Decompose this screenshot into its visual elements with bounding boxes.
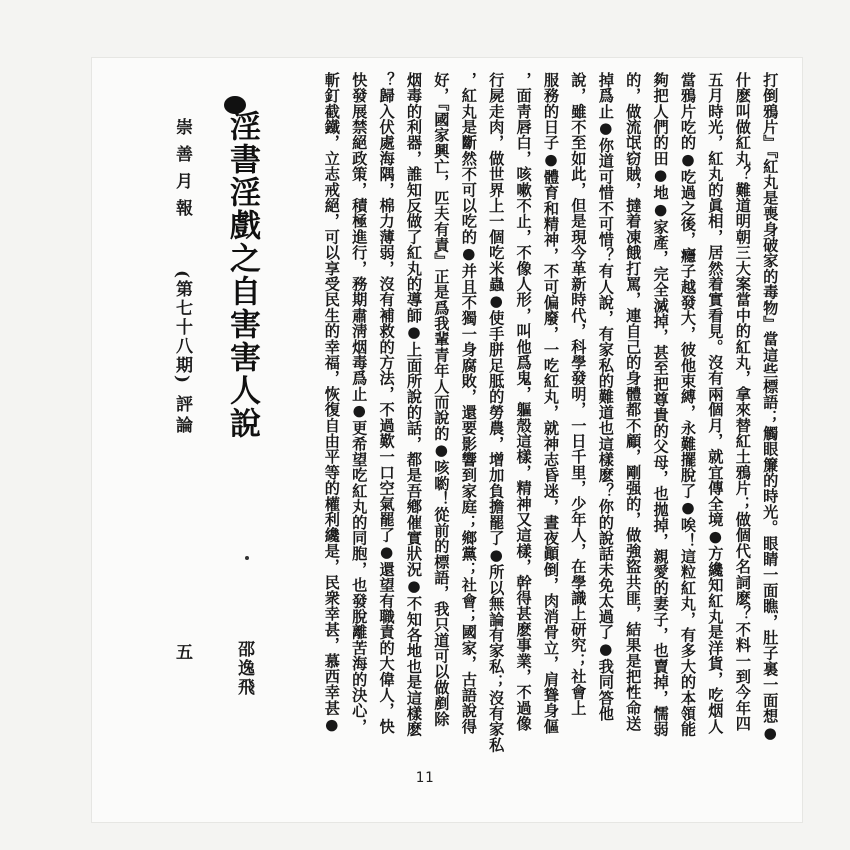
text-column: 快發展禁絕政策，積極進行，務期肅淸烟毒爲止●更希望吃紅丸的同胞，也發脫離苦海的決心， [350,72,369,735]
text-column: 五月時光，紅丸的眞相，居然着實看見。沒有兩個月，就宜傳全境●方纔知紅丸是洋貨，吃烟人 [706,72,725,735]
text-column: 行屍走肉，做世界上一個吃米蟲●使手胼足胝的勞農，增加負擔罷了●所以無論有家私；沒有家私 [487,72,506,753]
leaf-number: 五 [172,643,192,660]
text-column: 什麽叫做紅丸？難道明朝三大案當中的紅丸，拿來替紅土鴉片；做個代名詞麽？不料一到今年四 [733,72,752,732]
text-column: 打倒鴉片』『紅丸是喪身破家的毒物』當這些標語；觸眼簾的時光。眼睛一面瞧，肚子裏一面想● [761,72,780,743]
journal-name: 崇善月報 [172,118,192,226]
page-number: 11 [415,770,435,786]
text-column: 說，雖不至如此，但是現今革新時代，科學發明，一日千里，少年人，在學識上研究；社會上 [569,72,588,716]
section-label: 評論 [172,395,192,437]
text-column: ，紅丸是斷然不可以吃的●并且不獨一身腐敗，還要影響到家庭；鄉黨；社會；國家，古語說得 [459,72,478,735]
text-column: ？歸入伏處海隅，棉力薄弱，沒有補救的方法，不過歎一口空氣罷了●還望有職責的大偉人，快 [377,72,396,735]
text-column: ，面靑唇白，咳嗽不止，不像人形，叫他爲鬼，軀殼這樣，精神又這樣，幹得甚麽事業，不過像 [514,72,533,732]
issue-number: (第七十八期) [172,270,192,386]
text-column: 夠把人們的田●地●家產，完全滅掉，甚至把尊貴的父母，也拋掉，親愛的妻子，也賣掉，懦弱 [651,72,670,737]
text-column: 當鴉片吃的●吃過之後，癮子越發大，彼他束縛，永難擺脫了●唉！這粒紅丸，有多大的本領能 [679,72,697,737]
text-column: 的，做流氓窃賊，撻着凍餓打罵，連自己的身體都不顧，剛强的，做強盜共匪，結果是把性命送 [624,72,643,732]
text-column: 掉爲止●你道可惜不可惜？有人說，有家私的難道也這樣麽？你的說話未免太過了●我同答他 [596,72,615,722]
article-author: 邵逸飛 [234,640,254,697]
text-column: 烟毒的利器，誰知反做了紅丸的導師●上面所說的話，都是吾鄕催實狀況●不知各地也是這樣麽 [405,72,423,737]
article-title: 淫書淫戲之自害害人說 [224,110,260,440]
text-column: 斬釘截鐵，立志戒絕，可以享受民生的幸福，恢復自由平等的權利纔是，民衆幸甚，慕西幸甚● [322,72,341,735]
text-column: 好，『國家興亡，匹夫有責』正是爲我輩青年人而說的●咳喲！從前的標語，我只道可以做剷除 [432,72,451,727]
text-column: 服務的日子●體育和精神，不可偏廢，一吃紅丸，就神志昏迷，晝夜顚倒，肉消骨立，肩聳身傴 [542,72,560,735]
ink-dot [245,556,249,560]
